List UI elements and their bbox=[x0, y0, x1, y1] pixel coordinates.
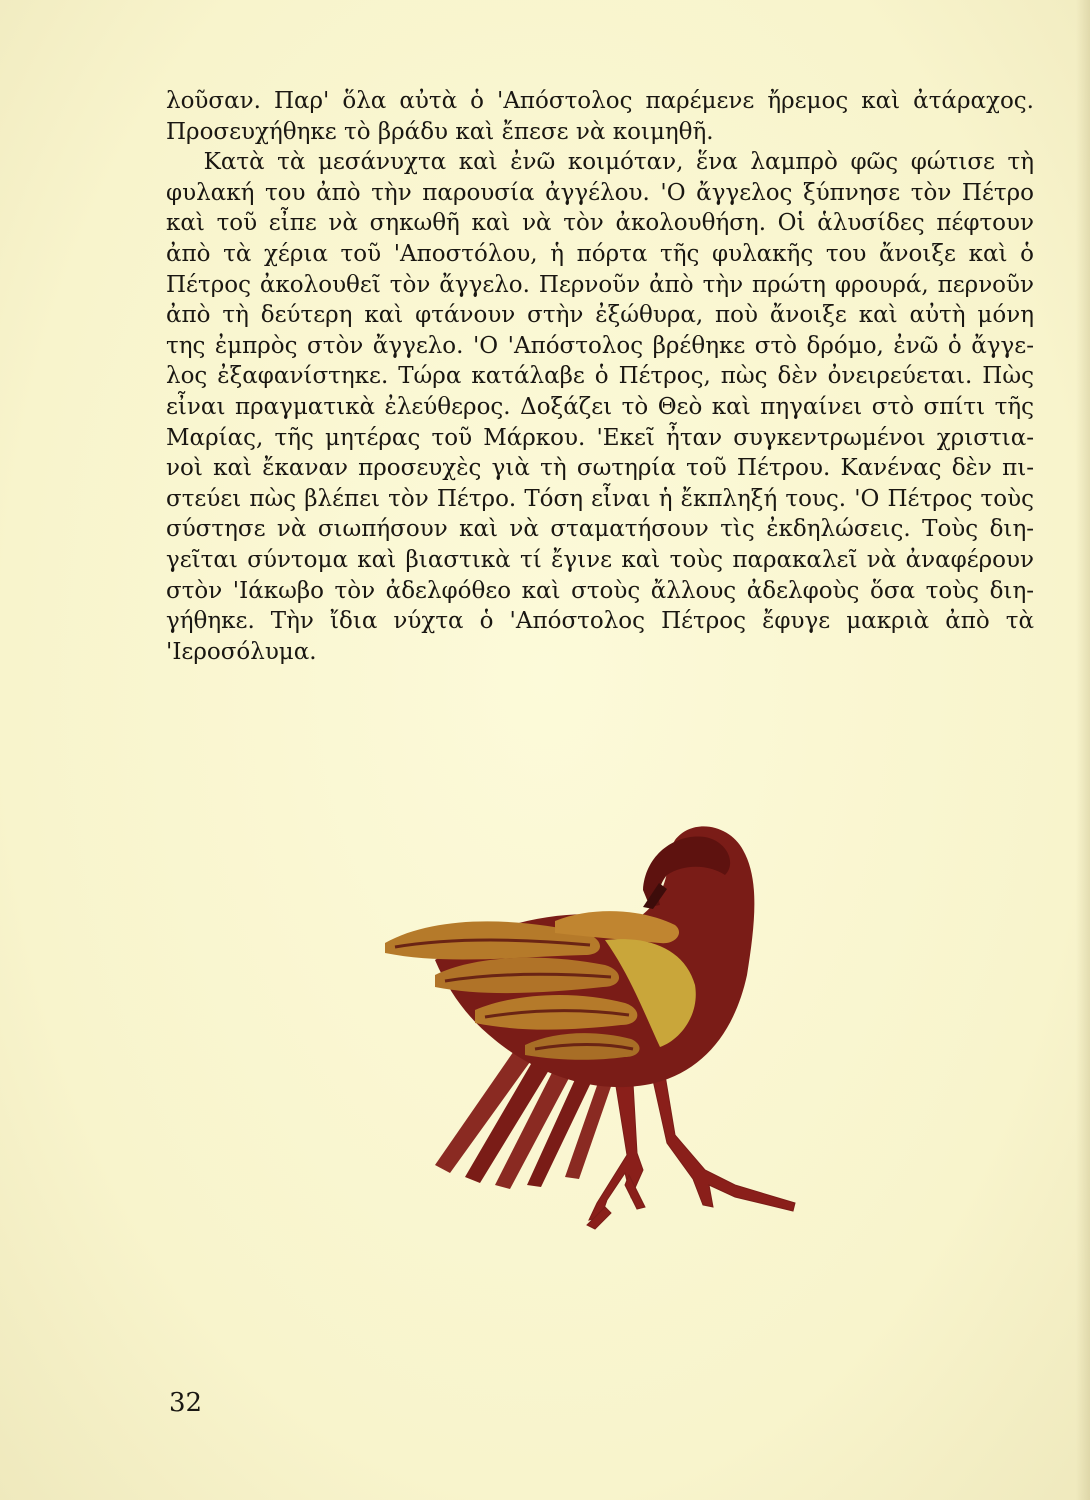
text-line: Κατὰ τὰ μεσάνυχτα καὶ ἐνῶ κοιμόταν, ἕνα λαμπρὸ φῶς φώτισε τὴ bbox=[166, 149, 1034, 176]
text-line: 'Ιεροσόλυμα. bbox=[166, 638, 317, 665]
text-line: γήθηκε. Τὴν ἴδια νύχτα ὁ 'Απόστολος Πέτρος ἔφυγε μακριὰ ἀπὸ τὰ bbox=[166, 608, 1034, 635]
body-text bbox=[166, 86, 1034, 667]
page-edge-shadow bbox=[1076, 0, 1090, 1500]
text-line: σύστησε νὰ σιωπήσουν καὶ νὰ σταματήσουν τὶς ἐκδηλώσεις. Τοὺς διη- bbox=[166, 516, 1034, 543]
text-line: λος ἐξαφανίστηκε. Τώρα κατάλαβε ὁ Πέτρος, πὼς δὲν ὀνειρεύεται. Πὼς bbox=[166, 363, 1034, 390]
text-line: γεῖται σύντομα καὶ βιαστικὰ τί ἔγινε καὶ τοὺς παρακαλεῖ νὰ ἀναφέρουν bbox=[166, 546, 1034, 573]
preening-bird-icon bbox=[375, 825, 815, 1240]
text-line: της ἐμπρὸς στὸν ἄγγελο. 'Ο 'Απόστολος βρέθηκε στὸ δρόμο, ἐνῶ ὁ ἄγγε- bbox=[166, 332, 1034, 359]
text-line: Προσευχήθηκε τὸ βράδυ καὶ ἔπεσε νὰ κοιμηθῆ. bbox=[166, 118, 714, 145]
text-line: ἀπὸ τὴ δεύτερη καὶ φτάνουν στὴν ἐξώθυρα, ποὺ ἄνοιξε καὶ αὐτὴ μόνη bbox=[166, 302, 1034, 329]
text-line: φυλακή του ἀπὸ τὴν παρουσία ἀγγέλου. 'Ο ἄγγελος ξύπνησε τὸν Πέτρο bbox=[166, 179, 1034, 206]
page-number: 32 bbox=[169, 1388, 203, 1418]
text-line: Μαρίας, τῆς μητέρας τοῦ Μάρκου. 'Εκεῖ ἦταν συγκεντρωμένοι χριστια- bbox=[166, 424, 1034, 451]
text-line: Πέτρος ἀκολουθεῖ τὸν ἄγγελο. Περνοῦν ἀπὸ τὴν πρώτη φρουρά, περνοῦν bbox=[166, 271, 1034, 298]
text-line: καὶ τοῦ εἶπε νὰ σηκωθῆ καὶ νὰ τὸν ἀκολουθήση. Οἱ ἁλυσίδες πέφτουν bbox=[166, 210, 1034, 237]
text-line: λοῦσαν. Παρ' ὅλα αὐτὰ ὁ 'Απόστολος παρέμενε ἤρεμος καὶ ἀτάραχος. bbox=[166, 88, 1034, 114]
text-line: εἶναι πραγματικὰ ἐλεύθερος. Δοξάζει τὸ Θεὸ καὶ πηγαίνει στὸ σπίτι τῆς bbox=[166, 393, 1034, 420]
text-line: στὸν 'Ιάκωβο τὸν ἀδελφόθεο καὶ στοὺς ἄλλους ἀδελφοὺς ὅσα τοὺς διη- bbox=[166, 577, 1034, 604]
text-line: στεύει πὼς βλέπει τὸν Πέτρο. Τόση εἶναι ἡ ἔκπληξή τους. 'Ο Πέτρος τοὺς bbox=[166, 485, 1034, 512]
text-line: νοὶ καὶ ἔκαναν προσευχὲς γιὰ τὴ σωτηρία τοῦ Πέτρου. Κανένας δὲν πι- bbox=[166, 455, 1034, 482]
bird-legs bbox=[587, 1075, 795, 1229]
text-line: ἀπὸ τὰ χέρια τοῦ 'Αποστόλου, ἡ πόρτα τῆς φυλακῆς του ἄνοιξε καὶ ὁ bbox=[166, 240, 1034, 267]
